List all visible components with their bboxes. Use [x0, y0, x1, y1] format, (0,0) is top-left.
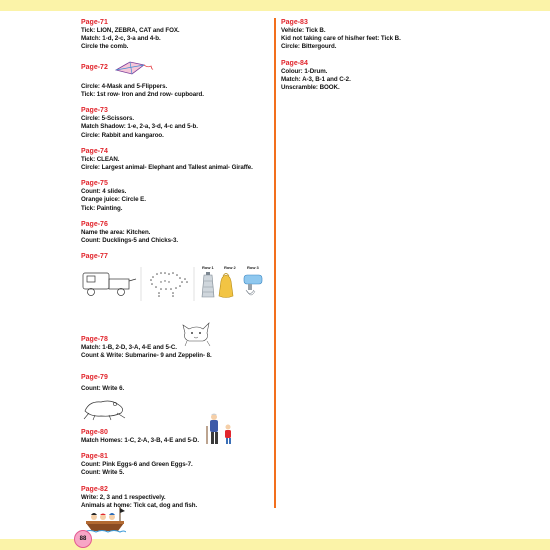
mixer-icon [244, 275, 262, 295]
answer-line: Unscramble: BOOK. [281, 84, 340, 92]
page-80-answers [81, 428, 271, 445]
row-2-label: Row 2 [224, 265, 236, 271]
answer-line: Count: Write 5. [81, 469, 125, 477]
answer-line: Tick: CLEAN. [81, 155, 120, 163]
bag-icon [219, 274, 233, 298]
answer-line: Count & Write: Submarine- 9 and Zeppelin- 8. [81, 352, 212, 360]
answer-line: Tick: 1st row- Iron and 2nd row- cupboard. [81, 91, 204, 99]
answer-line: Match: A-3, B-1 and C-2. [281, 75, 351, 83]
page-heading: Page-78 [81, 336, 108, 344]
answer-line: Match: 1-d, 2-c, 3-a and 4-b. [81, 35, 161, 43]
answer-line: Circle: Bittergourd. [281, 43, 337, 51]
frog-outline-illustration [81, 395, 131, 421]
answer-line: Write: 2, 3 and 1 respectively. [81, 493, 166, 501]
answers-left-column [81, 18, 271, 517]
page-heading: Page-77 [81, 253, 108, 261]
answer-line: Circle: Rabbit and kangaroo. [81, 131, 164, 139]
page-71-answers [81, 18, 271, 52]
page-heading: Page-71 [81, 19, 108, 26]
answer-line: Tick: LION, ZEBRA, CAT and FOX. [81, 27, 180, 34]
answer-line: Count: Ducklings-5 and Chicks-3. [81, 237, 179, 245]
page-number-badge: 88 [74, 530, 92, 548]
answer-line: Match: 1-B, 2-D, 3-A, 4-E and 5-C. [81, 344, 177, 352]
dotted-sheep-illustration [150, 272, 188, 297]
page-78-answers [81, 319, 271, 360]
page-heading: Page-75 [81, 180, 108, 188]
answer-line: Count: 4 slides. [81, 188, 127, 196]
page-83-answers [281, 18, 491, 52]
answer-line: Colour: 1-Drum. [281, 67, 328, 75]
page-heading: Page-84 [281, 59, 308, 67]
top-band [0, 0, 550, 11]
page-heading: Page-79 [81, 373, 108, 381]
page-84-answers [281, 59, 491, 93]
answer-line: Circle: 4-Mask and 5-Flippers. [81, 82, 168, 90]
row-1-label: Row 1 [202, 265, 214, 271]
page-77-answers [81, 252, 271, 303]
pirate-ship-illustration [84, 505, 126, 533]
page-heading: Page-74 [81, 147, 108, 155]
page-74-answers [81, 147, 271, 172]
page-79-answers [81, 373, 271, 421]
page-heading: Page-80 [81, 428, 108, 436]
answer-line: Circle: 5-Scissors. [81, 115, 135, 123]
answer-line: Count: Pink Eggs-6 and Green Eggs-7. [81, 461, 193, 469]
page-76-answers [81, 220, 271, 245]
page-77-illustrations [81, 263, 271, 303]
kite-illustration [114, 59, 154, 77]
answer-line: Match Shadow: 1-e, 2-a, 3-d, 4-c and 5-b. [81, 123, 198, 131]
page-heading: Page-81 [81, 453, 108, 461]
truck-illustration [83, 273, 136, 296]
answer-line: Vehicle: Tick B. [281, 27, 326, 34]
answer-line: Orange juice: Circle E. [81, 196, 146, 204]
answer-line: Name the area: Kitchen. [81, 228, 151, 236]
answer-line: Animals at home: Tick cat, dog and fish. [81, 501, 198, 509]
answer-line: Tick: Painting. [81, 204, 123, 212]
page-heading: Page-73 [81, 107, 108, 115]
answers-right-column [281, 18, 491, 99]
page-75-answers [81, 179, 271, 213]
grandparent-child-illustration [205, 412, 237, 448]
answer-line: Match Homes: 1-C, 2-A, 3-B, 4-E and 5-D. [81, 436, 199, 444]
page-72-answers [81, 59, 271, 100]
grater-icon [202, 272, 214, 297]
answer-line: Circle the comb. [81, 43, 129, 51]
row-3-label: Row 3 [247, 265, 259, 271]
answer-line: Circle: Largest animal- Elephant and Tallest animal- Giraffe. [81, 164, 253, 172]
answer-line: Kid not taking care of his/her feet: Tick B. [281, 35, 401, 43]
column-divider [274, 18, 276, 508]
answer-line: Count: Write 6. [81, 384, 125, 392]
page-heading: Page-83 [281, 19, 308, 26]
page-heading: Page-82 [81, 485, 108, 493]
page-81-answers [81, 452, 271, 477]
page-73-answers [81, 106, 271, 140]
page-heading: Page-76 [81, 220, 108, 228]
page-heading: Page-72 [81, 64, 108, 72]
